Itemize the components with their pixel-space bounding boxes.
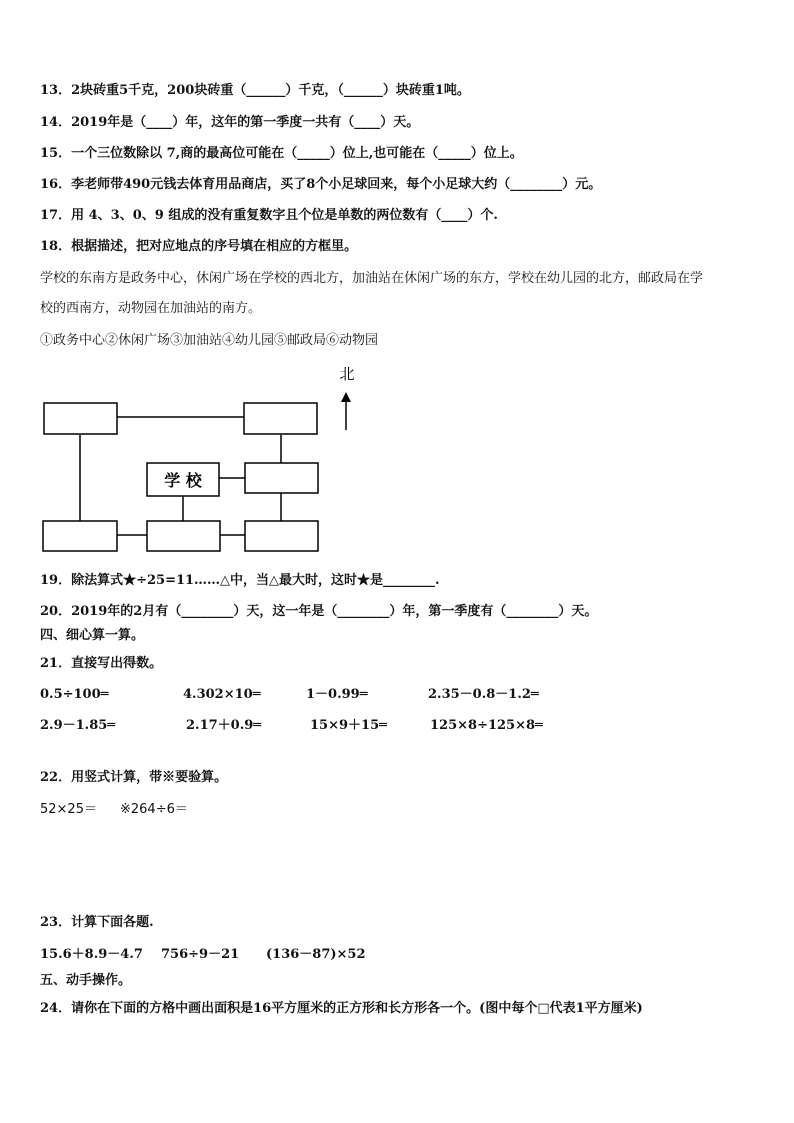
answer-box-bottom-right[interactable]	[245, 521, 318, 551]
question-23: 23．计算下面各题.	[40, 915, 154, 930]
q22-item-b: ※264÷6＝	[120, 802, 188, 817]
question-13: 13．2块砖重5千克，200块砖重（______）千克，（______）块砖重1吨。	[40, 83, 470, 98]
question-18-description-line2: 校的西南方，动物园在加油站的南方。	[40, 301, 262, 316]
north-label: 北	[339, 365, 355, 383]
section-4-heading: 四、细心算一算。	[40, 628, 145, 643]
answer-box-top-left[interactable]	[44, 403, 117, 434]
answer-box-bottom-middle[interactable]	[147, 521, 220, 551]
q21-item-r1c4: 2.35－0.8－1.2═	[428, 687, 539, 702]
question-21: 21．直接写出得数。	[40, 656, 163, 671]
q21-item-r2c4: 125×8÷125×8═	[430, 718, 543, 733]
question-20: 20．2019年的2月有（________）天，这一年是（________）年，第一季度有（________）天。	[40, 604, 598, 619]
answer-box-middle-right[interactable]	[245, 463, 318, 493]
direction-map-diagram	[0, 355, 794, 560]
question-19: 19．除法算式★÷25=11……△中，当△最大时，这时★是________.	[40, 573, 440, 588]
q22-item-a: 52×25＝	[40, 802, 97, 817]
q23-item-b: 756÷9－21	[161, 947, 240, 962]
north-arrow-head-icon	[341, 392, 351, 402]
answer-box-top-right[interactable]	[244, 403, 317, 434]
q21-item-r1c3: 1－0.99═	[306, 687, 368, 702]
question-24: 24．请你在下面的方格中画出面积是16平方厘米的正方形和长方形各一个。(图中每个□代表1平方厘米)	[40, 1001, 643, 1016]
question-18-description-line1: 学校的东南方是政务中心，休闲广场在学校的西北方，加油站在休闲广场的东方，学校在幼儿园的北方，邮政局在学	[40, 271, 704, 286]
q21-item-r1c2: 4.302×10═	[183, 687, 261, 702]
question-18-options: ①政务中心②休闲广场③加油站④幼儿园⑤邮政局⑥动物园	[40, 333, 379, 348]
question-18: 18．根据描述，把对应地点的序号填在相应的方框里。	[40, 239, 358, 254]
school-label: 学 校	[164, 471, 202, 490]
q21-item-r2c3: 15×9＋15═	[310, 718, 387, 733]
question-14: 14．2019年是（____）年，这年的第一季度一共有（____）天。	[40, 115, 420, 130]
q23-item-c: (136－87)×52	[266, 947, 366, 962]
q21-item-r1c1: 0.5÷100═	[40, 687, 109, 702]
q21-item-r2c1: 2.9－1.85═	[40, 718, 116, 733]
answer-box-bottom-left[interactable]	[43, 521, 117, 551]
q23-item-a: 15.6＋8.9－4.7	[40, 947, 143, 962]
question-22: 22．用竖式计算，带※要验算。	[40, 770, 228, 785]
section-5-heading: 五、动手操作。	[40, 973, 132, 988]
q21-item-r2c2: 2.17＋0.9═	[186, 718, 262, 733]
question-16: 16．李老师带490元钱去体育用品商店，买了8个小足球回来，每个小足球大约（________）元。	[40, 177, 602, 192]
question-17: 17．用 4、3、0、9 组成的没有重复数字且个位是单数的两位数有（____）个.	[40, 208, 498, 223]
question-15: 15．一个三位数除以 7,商的最高位可能在（_____）位上,也可能在（_____）位上。	[40, 146, 523, 161]
